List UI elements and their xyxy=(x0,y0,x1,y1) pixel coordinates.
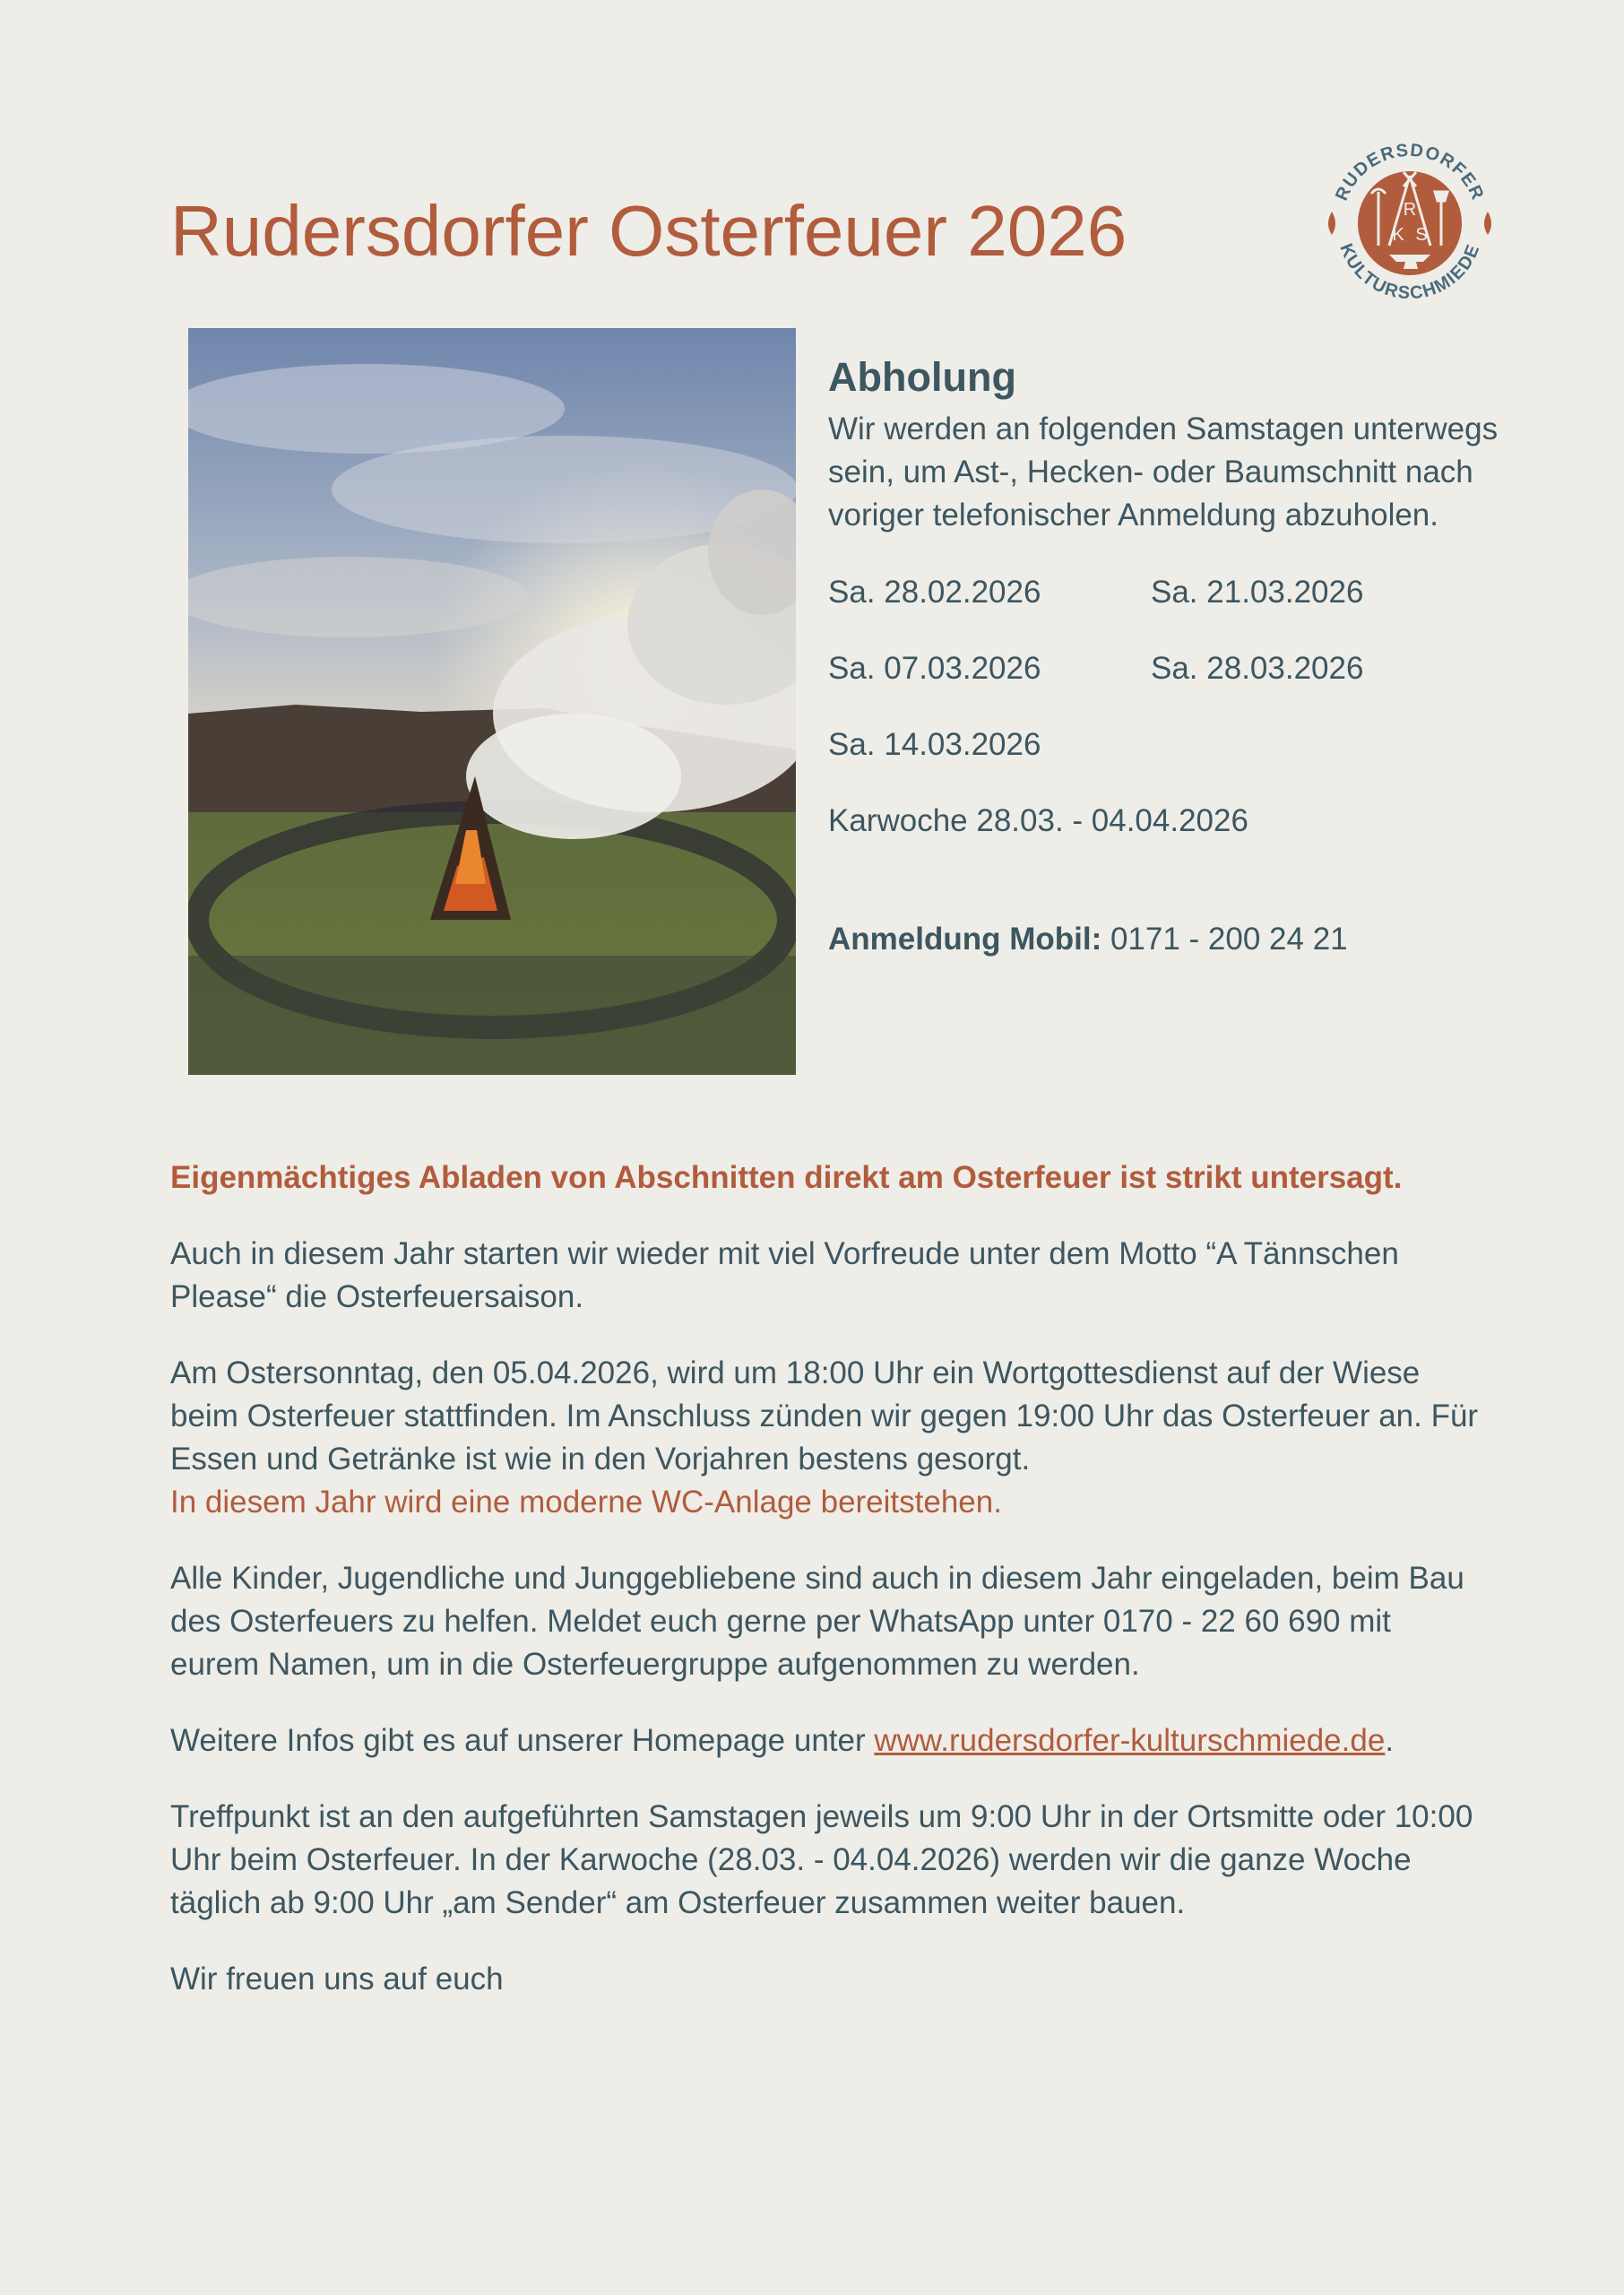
pickup-date: Sa. 28.03.2026 xyxy=(1151,651,1364,686)
abholung-section xyxy=(828,354,1509,961)
body-text xyxy=(170,1156,1479,2034)
registration-number: 0171 - 200 24 21 xyxy=(1110,922,1348,957)
wc-notice: In diesem Jahr wird eine moderne WC-Anlage bereitstehen. xyxy=(170,1485,1002,1520)
registration-label: Anmeldung Mobil: xyxy=(828,922,1102,957)
easter-sunday-text: Am Ostersonntag, den 05.04.2026, wird um 18:00 Uhr ein Wortgottesdienst auf der Wiese beim Osterfeuer stattfinden. Im Anschluss zünden wir gegen 19:00 Uhr das Osterfeuer an. Für Essen und Getränke ist wie in den Vorjahren bestens gesorgt. xyxy=(170,1355,1479,1477)
meeting-point-paragraph: Treffpunkt ist an den aufgeführten Samstagen jeweils um 9:00 Uhr in der Ortsmitte oder 10:00 Uhr beim Osterfeuer. In der Karwoche (28.03. - 04.04.2026) werden wir die ganze Woche täglich ab 9:00 Uhr „am Sender“ am Osterfeuer zusammen weiter bauen. xyxy=(170,1799,1473,1920)
pickup-dates xyxy=(828,571,1509,766)
flame-icon xyxy=(1484,212,1491,235)
page-title: Rudersdorfer Osterfeuer 2026 xyxy=(170,191,1127,271)
logo-ring-bottom-text: KULTURSCHMIEDE xyxy=(1335,240,1484,304)
motto-paragraph: Auch in diesem Jahr starten wir wieder mit viel Vorfreude unter dem Motto “A Tännschen Please“ die Osterfeuersaison. xyxy=(170,1236,1399,1314)
logo-monogram-r: R xyxy=(1403,200,1417,220)
helpers-paragraph: Alle Kinder, Jugendliche und Junggebliebene sind auch in diesem Jahr eingeladen, beim Bau des Osterfeuers zu helfen. Meldet euch gerne per WhatsApp unter 0170 - 22 60 690 mit eurem Namen, um in die Osterfeuergruppe aufgenommen zu werden. xyxy=(170,1561,1464,1682)
abholung-intro: Wir werden an folgenden Samstagen unterwegs sein, um Ast-, Hecken- oder Baumschnitt nach voriger telefonischer Anmeldung abzuholen. xyxy=(828,411,1499,533)
karwoche-period: Karwoche 28.03. - 04.04.2026 xyxy=(828,803,1248,838)
abholung-heading: Abholung xyxy=(828,354,1016,400)
homepage-link[interactable]: www.rudersdorfer-kulturschmiede.de xyxy=(874,1723,1386,1758)
logo-monogram-s: S xyxy=(1415,225,1428,245)
easter-sunday-paragraph xyxy=(170,1352,1479,1524)
homepage-text: Weitere Infos gibt es auf unserer Homepage unter xyxy=(170,1723,875,1758)
kulturschmiede-logo xyxy=(1316,120,1504,326)
logo-monogram-k: K xyxy=(1392,225,1404,245)
warning-notice: Eigenmächtiges Abladen von Abschnitten direkt am Osterfeuer ist strikt untersagt. xyxy=(170,1160,1403,1195)
easter-fire-photo xyxy=(188,328,796,1075)
homepage-suffix: . xyxy=(1385,1723,1395,1758)
pickup-date: Sa. 21.03.2026 xyxy=(1151,575,1364,610)
homepage-paragraph xyxy=(170,1719,1479,1762)
pickup-date: Sa. 14.03.2026 xyxy=(828,727,1041,762)
closing-line: Wir freuen uns auf euch xyxy=(170,1962,504,1996)
pickup-date: Sa. 28.02.2026 xyxy=(828,575,1041,610)
flame-icon xyxy=(1328,212,1335,235)
logo-ring-top-text: RUDERSDORFER xyxy=(1331,140,1489,204)
registration-phone xyxy=(828,918,1509,961)
pickup-date: Sa. 07.03.2026 xyxy=(828,651,1041,686)
